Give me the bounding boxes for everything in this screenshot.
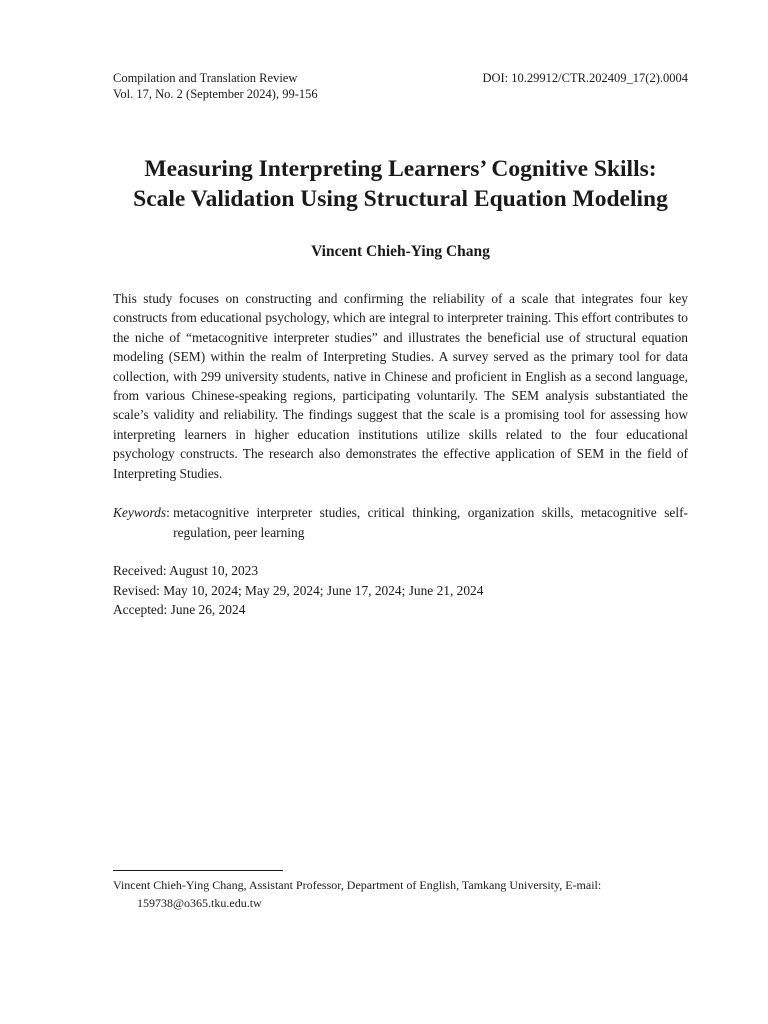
title-line-2: Scale Validation Using Structural Equation Modeling	[133, 186, 668, 212]
title-line-1: Measuring Interpreting Learners’ Cognitive Skills:	[144, 156, 657, 182]
date-revised: Revised: May 10, 2024; May 29, 2024; June 17, 2024; June 21, 2024	[113, 582, 484, 598]
keywords-label: Keywords	[113, 505, 167, 520]
abstract: This study focuses on constructing and confirming the reliability of a scale that integrates four key constructs from educational psychology, which are integral to interpreter training. This effort contributes to the niche of “metacognitive interpreter studies” and illustrates the beneficial use of structural equation modeling (SEM) within the realm of Interpreting Studies. A survey served as the primary tool for data collection, with 299 university students, native in Chinese and proficient in English as a second language, from various Chinese-speaking regions, participating voluntarily. The SEM analysis substantiated the scale’s validity and reliability. The findings suggest that the scale is a promising tool for assessing how interpreting learners in higher education institutions utilize skills related to the four educational psychology constructs. The research also demonstrates the effective application of SEM in the field of Interpreting Studies.	[113, 291, 688, 481]
footnote-divider	[113, 870, 283, 871]
date-received: Received: August 10, 2023	[113, 563, 259, 578]
paper-title	[113, 154, 688, 214]
date-accepted: Accepted: June 26, 2024	[113, 602, 246, 618]
keywords	[113, 503, 688, 542]
journal-volume: Vol. 17, No. 2 (September 2024), 99-156	[113, 87, 318, 101]
keywords-text: metacognitive interpreter studies, critical thinking, organization skills, metacognitive self-regulation, peer learning	[173, 505, 688, 540]
keywords-colon: :	[166, 505, 174, 520]
author-name: Vincent Chieh-Ying Chang	[311, 243, 490, 260]
journal-info	[113, 70, 443, 102]
submission-dates	[113, 561, 688, 620]
paper-page	[113, 0, 688, 1024]
footnote-affiliation: Vincent Chieh-Ying Chang, Assistant Professor, Department of English, Tamkang University, E-mail:	[113, 878, 602, 892]
author-footnote	[113, 876, 688, 912]
doi: DOI: 10.29912/CTR.202409_17(2).0004	[482, 71, 688, 85]
journal-name: Compilation and Translation Review	[113, 71, 298, 85]
footnote-email: 159738@o365.tku.edu.tw	[137, 896, 262, 910]
